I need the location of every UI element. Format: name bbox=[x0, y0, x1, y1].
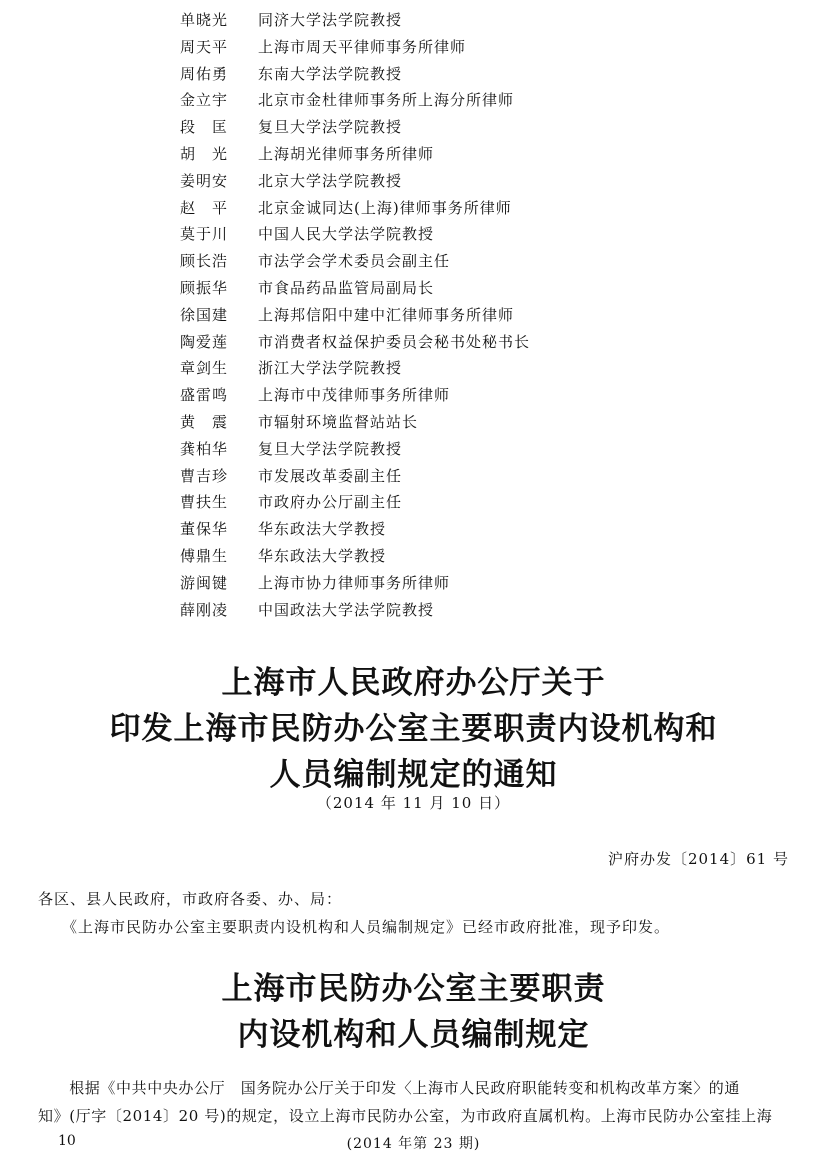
issue-label: (2014 年第 23 期) bbox=[346, 1136, 481, 1152]
member-name: 莫于川 bbox=[180, 225, 229, 244]
notice-title-line: 人员编制规定的通知 bbox=[269, 757, 558, 793]
member-row bbox=[180, 221, 780, 248]
member-name: 游闽键 bbox=[180, 573, 229, 592]
member-name: 陶爱莲 bbox=[180, 332, 229, 351]
member-list bbox=[180, 7, 780, 623]
member-row bbox=[180, 34, 780, 61]
member-row bbox=[180, 195, 780, 222]
member-title: 上海市中茂律师事务所律师 bbox=[258, 386, 451, 405]
member-name: 盛雷鸣 bbox=[180, 386, 229, 405]
member-row bbox=[180, 329, 780, 356]
member-name: 傅鼎生 bbox=[180, 546, 229, 565]
member-title: 市政府办公厅副主任 bbox=[258, 493, 403, 512]
member-name: 胡 光 bbox=[180, 144, 229, 163]
member-title: 华东政法大学教授 bbox=[258, 546, 387, 565]
member-row bbox=[180, 302, 780, 329]
member-name: 曹扶生 bbox=[180, 493, 229, 512]
regulation-title-line: 上海市民防办公室主要职责 bbox=[221, 971, 606, 1007]
member-title: 北京市金杜律师事务所上海分所律师 bbox=[258, 91, 515, 110]
member-title: 上海邦信阳中建中汇律师事务所律师 bbox=[258, 305, 515, 324]
member-row bbox=[180, 436, 780, 463]
member-row bbox=[180, 248, 780, 275]
member-name: 姜明安 bbox=[180, 171, 229, 190]
member-title: 东南大学法学院教授 bbox=[258, 64, 403, 83]
notice-title-line: 上海市人民政府办公厅关于 bbox=[221, 665, 606, 701]
member-row bbox=[180, 570, 780, 597]
body-paragraph-line: 根据《中共中央办公厅 国务院办公厅关于印发〈上海市人民政府职能转变和机构改革方案〉的通 bbox=[38, 1079, 741, 1097]
member-name: 徐国建 bbox=[180, 305, 229, 324]
member-name: 黄 震 bbox=[180, 412, 229, 431]
member-title: 市发展改革委副主任 bbox=[258, 466, 403, 485]
member-name: 曹吉珍 bbox=[180, 466, 229, 485]
notice-title bbox=[0, 660, 827, 798]
member-row bbox=[180, 489, 780, 516]
member-title: 市消费者权益保护委员会秘书处秘书长 bbox=[258, 332, 531, 351]
member-title: 市辐射环境监督站站长 bbox=[258, 412, 419, 431]
member-title: 市食品药品监管局副局长 bbox=[258, 278, 435, 297]
document-number: 沪府办发〔2014〕61 号 bbox=[607, 850, 789, 868]
member-row bbox=[180, 168, 780, 195]
notice-title-line: 印发上海市民防办公室主要职责内设机构和 bbox=[109, 711, 718, 747]
member-title: 中国人民大学法学院教授 bbox=[258, 225, 435, 244]
member-row bbox=[180, 87, 780, 114]
regulation-title bbox=[0, 966, 827, 1058]
member-name: 龚柏华 bbox=[180, 439, 229, 458]
member-row bbox=[180, 7, 780, 34]
member-name: 顾振华 bbox=[180, 278, 229, 297]
addressees: 各区、县人民政府，市政府各委、办、局： bbox=[38, 890, 343, 908]
member-name: 周天平 bbox=[180, 37, 229, 56]
member-title: 华东政法大学教授 bbox=[258, 520, 387, 539]
member-row bbox=[180, 516, 780, 543]
member-row bbox=[180, 114, 780, 141]
member-row bbox=[180, 463, 780, 490]
member-title: 浙江大学法学院教授 bbox=[258, 359, 403, 378]
member-name: 金立宇 bbox=[180, 91, 229, 110]
member-row bbox=[180, 409, 780, 436]
regulation-title-line: 内设机构和人员编制规定 bbox=[237, 1017, 590, 1053]
member-title: 上海市协力律师事务所律师 bbox=[258, 573, 451, 592]
member-row bbox=[180, 597, 780, 624]
member-title: 中国政法大学法学院教授 bbox=[258, 600, 435, 619]
member-name: 章剑生 bbox=[180, 359, 229, 378]
member-row bbox=[180, 355, 780, 382]
member-row bbox=[180, 275, 780, 302]
member-title: 上海市周天平律师事务所律师 bbox=[258, 37, 467, 56]
member-name: 周佑勇 bbox=[180, 64, 229, 83]
member-name: 赵 平 bbox=[180, 198, 229, 217]
member-name: 顾长浩 bbox=[180, 252, 229, 271]
notice-date: （2014 年 11 月 10 日） bbox=[316, 794, 511, 812]
member-name: 单晓光 bbox=[180, 11, 229, 29]
member-title: 北京金诚同达(上海)律师事务所律师 bbox=[258, 198, 512, 217]
member-row bbox=[180, 382, 780, 409]
member-title: 上海胡光律师事务所律师 bbox=[258, 144, 435, 163]
member-name: 董保华 bbox=[180, 520, 229, 539]
page-number: 10 bbox=[58, 1133, 76, 1149]
member-row bbox=[180, 61, 780, 88]
notice-body: 《上海市民防办公室主要职责内设机构和人员编制规定》已经市政府批准，现予印发。 bbox=[62, 918, 671, 936]
member-name: 薛刚凌 bbox=[180, 600, 229, 619]
member-title: 复旦大学法学院教授 bbox=[258, 439, 403, 458]
member-title: 市法学会学术委员会副主任 bbox=[258, 252, 451, 271]
member-title: 复旦大学法学院教授 bbox=[258, 118, 403, 137]
member-row bbox=[180, 141, 780, 168]
member-title: 同济大学法学院教授 bbox=[258, 11, 403, 29]
member-title: 北京大学法学院教授 bbox=[258, 171, 403, 190]
body-paragraph-line: 知》(厅字〔2014〕20 号)的规定，设立上海市民防办公室，为市政府直属机构。上海市民防办公室挂上海 bbox=[38, 1107, 773, 1125]
member-row bbox=[180, 543, 780, 570]
member-name: 段 匡 bbox=[180, 118, 229, 137]
